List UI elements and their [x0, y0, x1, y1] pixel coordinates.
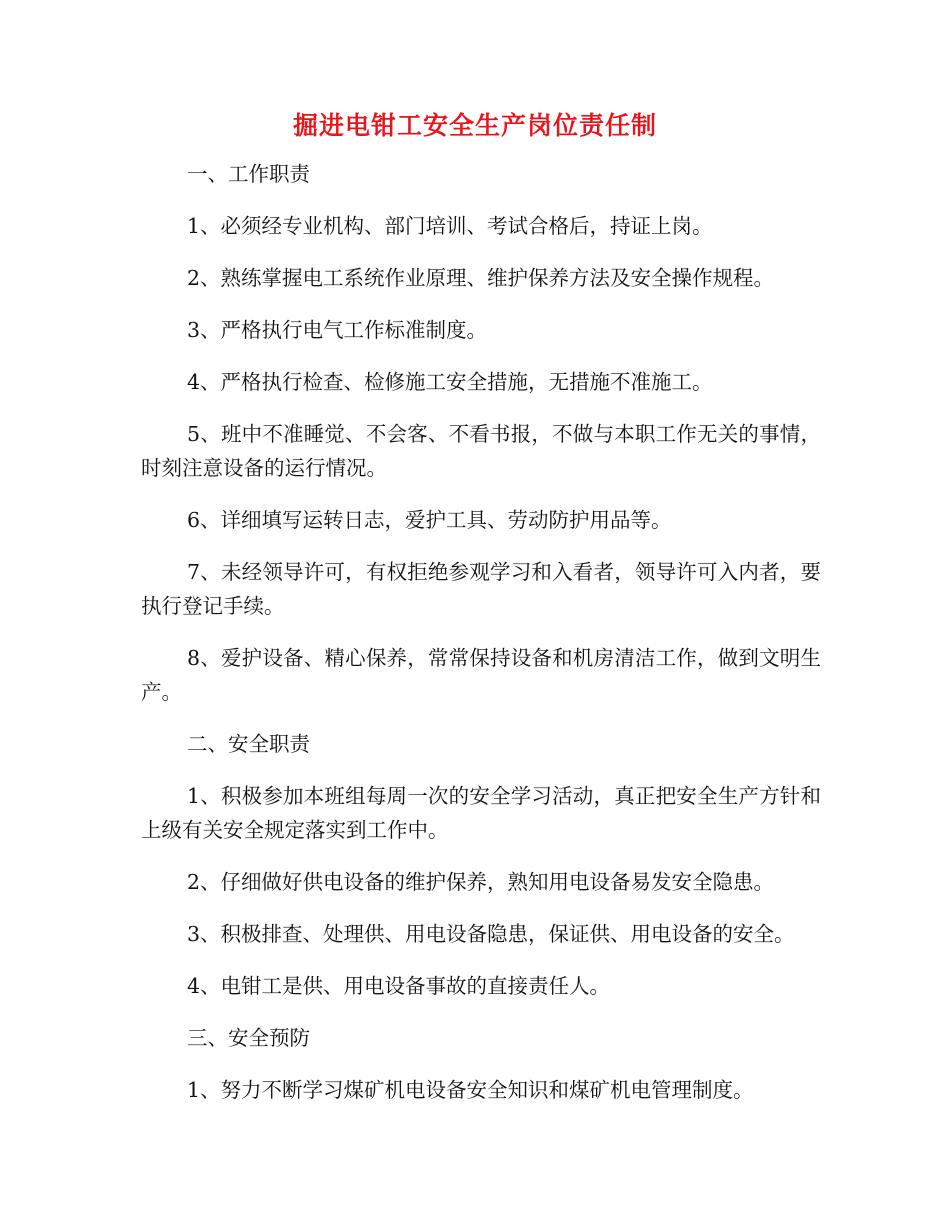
document-title: 掘进电钳工安全生产岗位责任制: [292, 111, 657, 140]
paragraph: 3、严格执行电气工作标准制度。: [187, 318, 488, 342]
paragraph: 3、积极排查、处理供、用电设备隐患，保证供、用电设备的安全。: [187, 922, 795, 946]
paragraph: 7、未经领导许可，有权拒绝参观学习和入看者，领导许可入内者，要执行登记手续。: [141, 560, 821, 618]
paragraph: 4、电钳工是供、用电设备事故的直接责任人。: [187, 974, 611, 998]
section-heading-safety-duties: 二、安全职责: [187, 732, 310, 756]
section-heading-safety-prevention: 三、安全预防: [187, 1026, 310, 1050]
paragraph: 1、努力不断学习煤矿机电设备安全知识和煤矿机电管理制度。: [187, 1078, 754, 1102]
paragraph: 1、积极参加本班组每周一次的安全学习活动，真正把安全生产方针和上级有关安全规定落实到工作中。: [141, 784, 821, 842]
section-heading-work-duties: 一、工作职责: [187, 162, 310, 186]
paragraph: 8、爱护设备、精心保养，常常保持设备和机房清洁工作，做到文明生产。: [141, 646, 821, 704]
paragraph: 5、班中不准睡觉、不会客、不看书报，不做与本职工作无关的事情，时刻注意设备的运行情况。: [141, 422, 821, 480]
paragraph: 4、严格执行检查、检修施工安全措施，无措施不准施工。: [187, 370, 713, 394]
document-body: [141, 157, 821, 1125]
paragraph: 2、仔细做好供电设备的维护保养，熟知用电设备易发安全隐患。: [187, 870, 775, 894]
paragraph: 1、必须经专业机构、部门培训、考试合格后，持证上岗。: [187, 214, 713, 238]
paragraph: 6、详细填写运转日志，爱护工具、劳动防护用品等。: [187, 508, 672, 532]
paragraph: 2、熟练掌握电工系统作业原理、维护保养方法及安全操作规程。: [187, 266, 775, 290]
